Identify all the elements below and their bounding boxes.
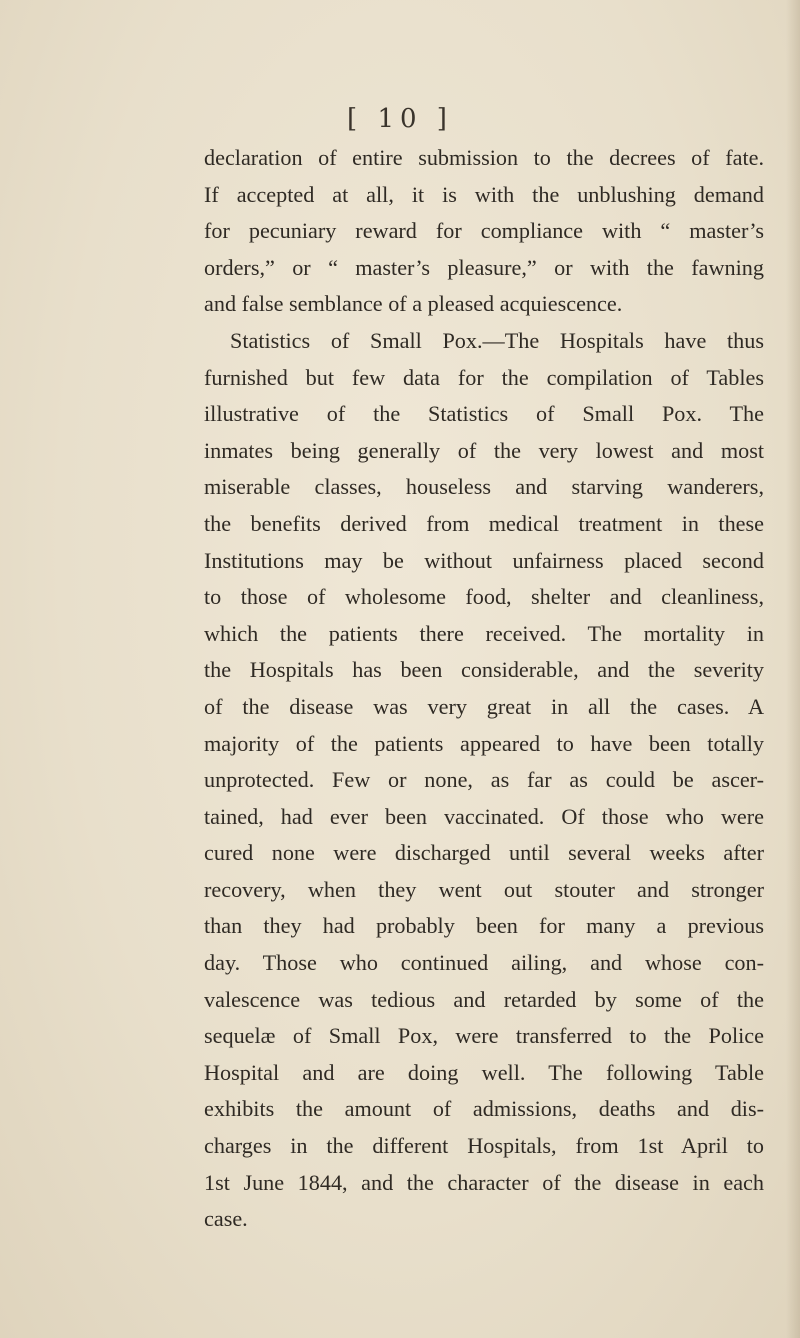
text-line: illustrative of the Statistics of Small Pox. The	[204, 401, 764, 427]
text-line: valescence was tedious and retarded by some of the	[204, 986, 764, 1012]
text-line: declaration of entire submission to the decrees of fate.	[204, 145, 764, 170]
text-line: orders,” or “ master’s pleasure,” or with the fawning	[204, 254, 764, 280]
text-line: to those of wholesome food, shelter and cleanliness,	[204, 584, 764, 610]
page-number: [ 10 ]	[347, 104, 453, 134]
text-line: day. Those who continued ailing, and whose con-	[204, 950, 764, 976]
text-line: for pecuniary reward for compliance with “ master’s	[204, 218, 764, 244]
text-line: which the patients there received. The mortality in	[204, 620, 764, 646]
text-line: charges in the different Hospitals, from 1st April to	[204, 1133, 764, 1159]
text-line: the Hospitals has been considerable, and the severity	[204, 657, 764, 683]
text-line: If accepted at all, it is with the unblushing demand	[204, 181, 764, 207]
text-line: tained, had ever been vaccinated. Of those who were	[204, 803, 764, 829]
text-line: Institutions may be without unfairness placed second	[204, 547, 764, 573]
text-line: majority of the patients appeared to have been totally	[204, 730, 764, 756]
text-line: furnished but few data for the compilation of Tables	[204, 364, 764, 390]
text-line: Hospital and are doing well. The following Table	[204, 1059, 764, 1085]
text-line: inmates being generally of the very lowest and most	[204, 437, 764, 463]
text-line: unprotected. Few or none, as far as could be ascer-	[204, 767, 764, 793]
text-line: 1st June 1844, and the character of the disease in each	[204, 1169, 764, 1195]
text-line: exhibits the amount of admissions, deaths and dis-	[204, 1096, 764, 1122]
text-line: recovery, when they went out stouter and stronger	[204, 876, 764, 902]
text-line: than they had probably been for many a previous	[204, 913, 764, 939]
text-line: cured none were discharged until several weeks after	[204, 840, 764, 866]
text-line: case.	[204, 1206, 248, 1232]
body-text	[204, 140, 764, 1238]
text-line: the benefits derived from medical treatment in these	[204, 510, 764, 536]
text-line: of the disease was very great in all the cases. A	[204, 693, 764, 719]
text-line: miserable classes, houseless and starving wanderers,	[204, 474, 764, 500]
page-edge-shadow	[786, 0, 800, 1338]
text-line: and false semblance of a pleased acquiescence.	[204, 291, 623, 317]
section-heading-line: Statistics of Small Pox.—The Hospitals have thus	[230, 327, 764, 353]
text-line: sequelæ of Small Pox, were transferred to the Police	[204, 1023, 764, 1049]
